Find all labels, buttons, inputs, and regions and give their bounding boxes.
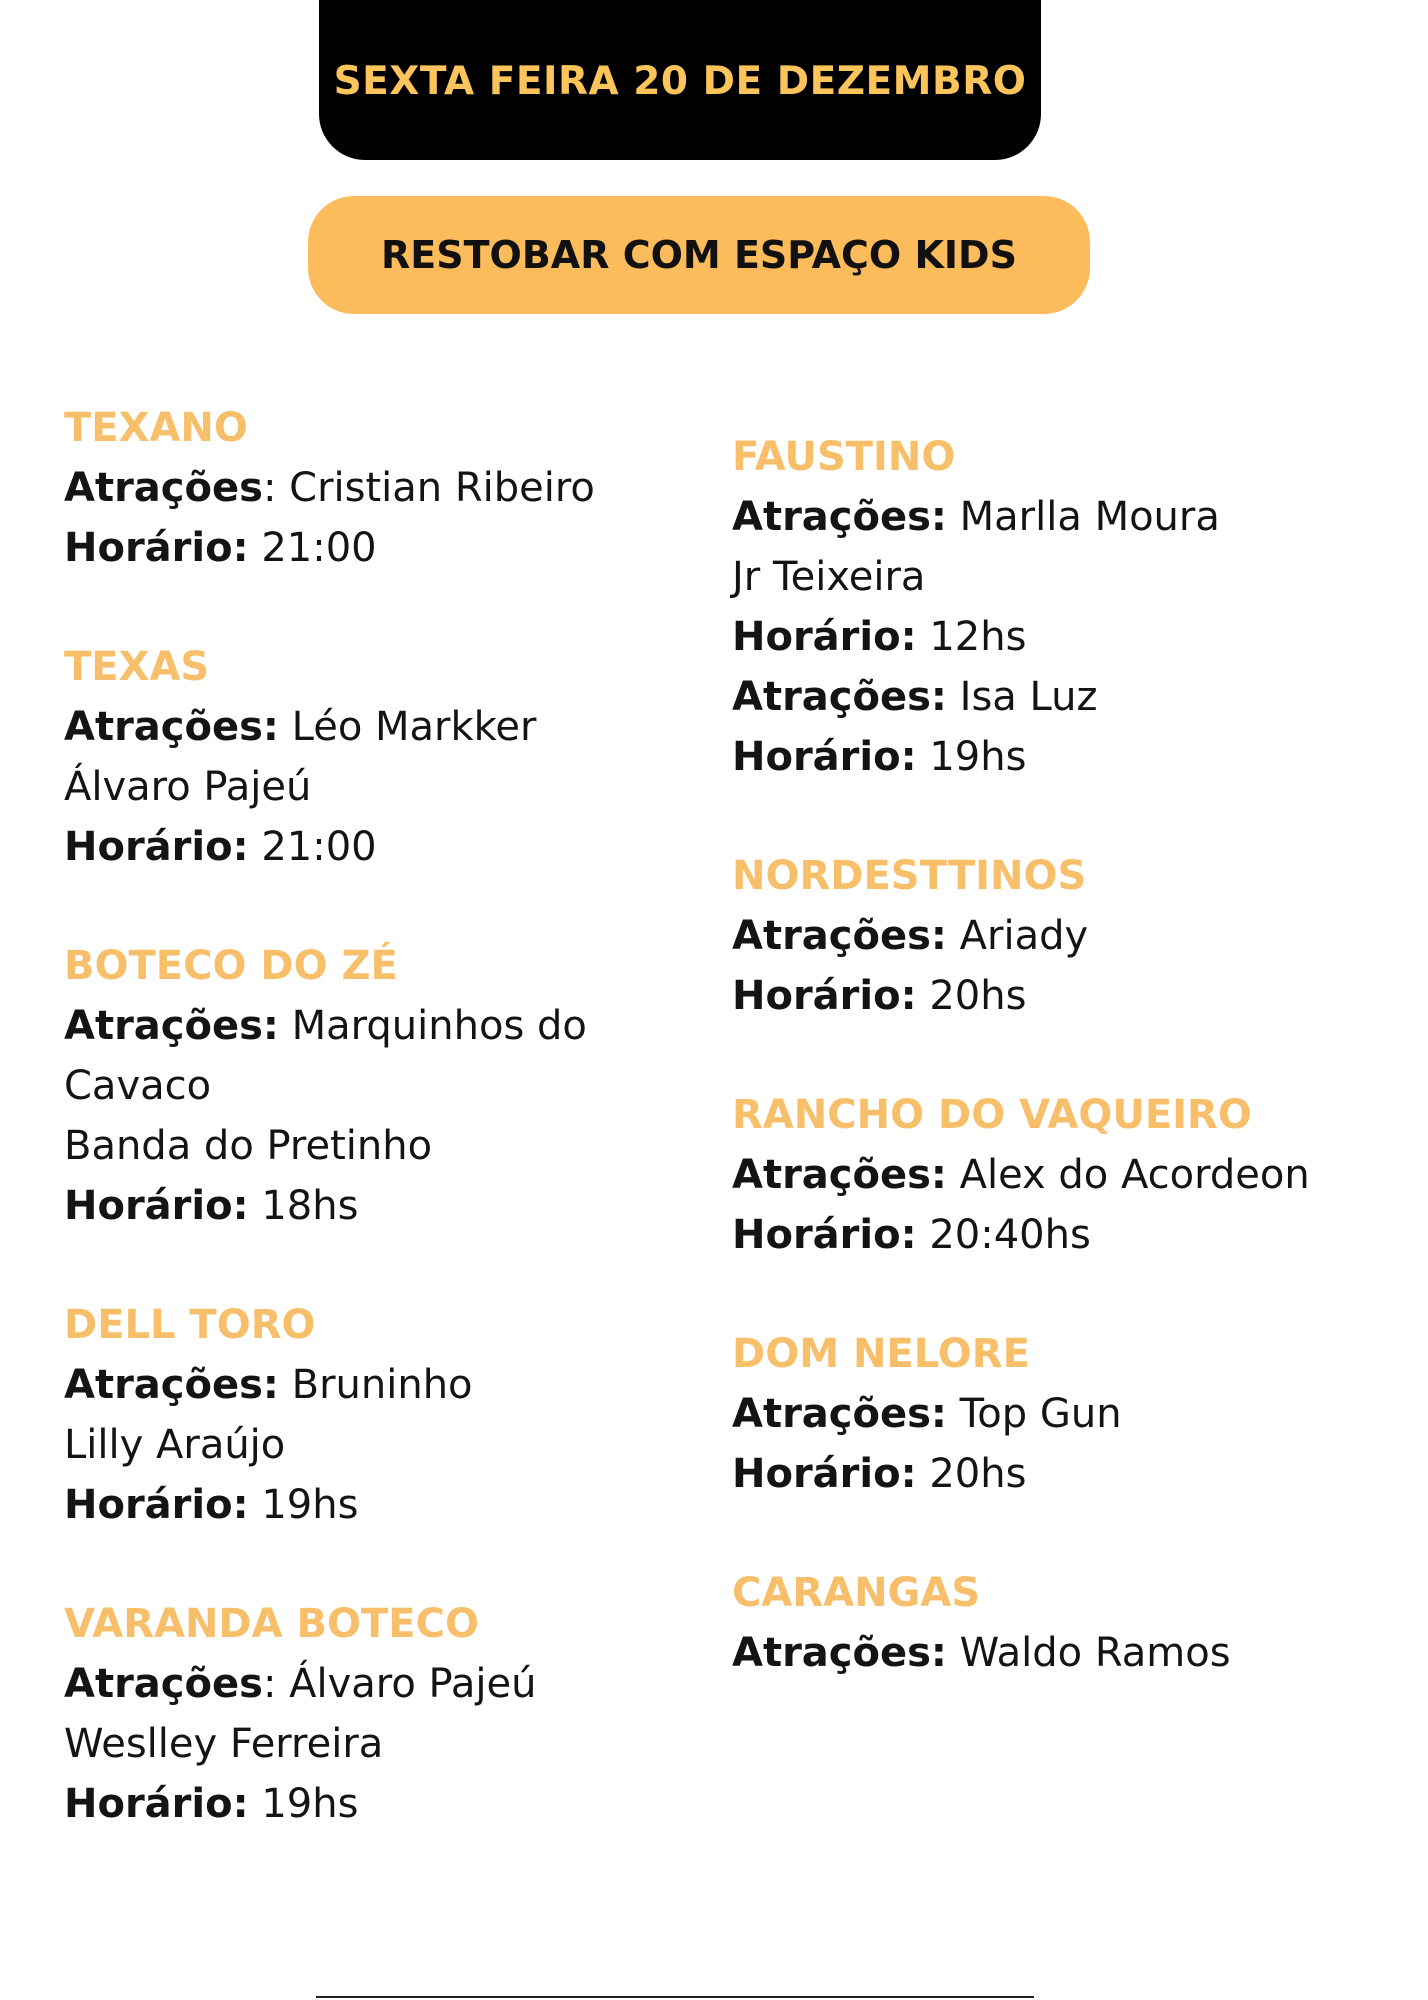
line-value: Top Gun <box>959 1391 1122 1437</box>
line-label: Horário: <box>64 525 249 571</box>
venue-dom-nelore <box>732 1325 1412 1504</box>
line-value: 12hs <box>929 614 1027 660</box>
attractions-line <box>732 1384 1412 1444</box>
attractions-continuation <box>64 757 744 817</box>
line-value: 20:40hs <box>929 1212 1091 1258</box>
schedule-line <box>64 1774 744 1834</box>
schedule-line <box>732 607 1412 667</box>
line-label: Horário: <box>732 973 917 1019</box>
line-separator <box>947 674 960 720</box>
attractions-line <box>732 1623 1412 1683</box>
schedule-line <box>64 518 744 578</box>
attractions-continuation <box>64 1116 744 1176</box>
line-separator <box>279 704 292 750</box>
venue-name: TEXAS <box>64 644 210 690</box>
venue-rancho-do-vaqueiro <box>732 1086 1412 1265</box>
line-label: Horário: <box>64 1183 249 1229</box>
attractions-line <box>64 697 744 757</box>
line-separator <box>249 824 262 870</box>
venue-carangas <box>732 1564 1412 1683</box>
schedule-line <box>732 727 1412 787</box>
line-value: 19hs <box>261 1482 359 1528</box>
line-value: 18hs <box>261 1183 359 1229</box>
line-separator <box>917 614 930 660</box>
venue-name: FAUSTINO <box>732 434 956 480</box>
attractions-line <box>732 487 1412 547</box>
line-value: Léo Markker <box>291 704 537 750</box>
line-label: Horário: <box>732 734 917 780</box>
line-value: Banda do Pretinho <box>64 1123 433 1169</box>
line-label: Horário: <box>64 824 249 870</box>
schedule-line <box>64 1475 744 1535</box>
line-label: Horário: <box>64 1781 249 1827</box>
schedule-line <box>732 1205 1412 1265</box>
venue-name: BOTECO DO ZÉ <box>64 943 398 989</box>
attractions-continuation <box>64 1415 744 1475</box>
attractions-line <box>64 1654 744 1714</box>
line-value: Ariady <box>959 913 1089 959</box>
line-value: Jr Teixeira <box>732 554 926 600</box>
line-label: Horário: <box>64 1482 249 1528</box>
venue-name: TEXANO <box>64 405 248 451</box>
venue-nordesttinos <box>732 847 1412 1026</box>
line-value: Álvaro Pajeú <box>289 1661 537 1707</box>
line-value: 19hs <box>929 734 1027 780</box>
line-label: Atrações: <box>732 1391 947 1437</box>
bottom-divider <box>316 1996 1034 1998</box>
line-label: Atrações: <box>64 1003 279 1049</box>
attractions-line <box>732 667 1412 727</box>
line-value: Alex do Acordeon <box>959 1152 1310 1198</box>
venue-faustino <box>732 428 1412 787</box>
attractions-line <box>64 996 744 1056</box>
line-label: Atrações: <box>732 494 947 540</box>
date-banner <box>319 0 1041 160</box>
attractions-line <box>64 458 744 518</box>
line-value: 20hs <box>929 973 1027 1019</box>
attractions-continuation <box>732 547 1412 607</box>
line-separator <box>249 525 262 571</box>
schedule-line <box>732 1444 1412 1504</box>
line-separator <box>947 1391 960 1437</box>
line-label: Atrações: <box>732 913 947 959</box>
line-separator: : <box>262 1661 290 1707</box>
right-venue-column <box>732 428 1412 1683</box>
left-venue-column <box>64 399 744 1834</box>
line-separator <box>947 1630 960 1676</box>
schedule-line <box>732 966 1412 1026</box>
venue-texas <box>64 638 744 877</box>
attractions-line <box>64 1355 744 1415</box>
venue-name: VARANDA BOTECO <box>64 1601 479 1647</box>
line-separator <box>947 494 960 540</box>
venue-name: DELL TORO <box>64 1302 316 1348</box>
line-value: Waldo Ramos <box>959 1630 1231 1676</box>
schedule-line <box>64 1176 744 1236</box>
line-value: 20hs <box>929 1451 1027 1497</box>
line-separator <box>947 1152 960 1198</box>
venue-varanda-boteco <box>64 1595 744 1834</box>
restobar-badge <box>308 196 1090 314</box>
line-separator <box>917 1212 930 1258</box>
line-label: Horário: <box>732 1451 917 1497</box>
attractions-line <box>732 906 1412 966</box>
line-value: Lilly Araújo <box>64 1422 286 1468</box>
attractions-line <box>732 1145 1412 1205</box>
line-label: Horário: <box>732 1212 917 1258</box>
line-value: Cristian Ribeiro <box>289 465 595 511</box>
line-separator <box>249 1781 262 1827</box>
schedule-line <box>64 817 744 877</box>
line-label: Atrações <box>64 1661 263 1707</box>
line-value: 19hs <box>261 1781 359 1827</box>
line-value: 21:00 <box>261 525 377 571</box>
line-separator <box>947 913 960 959</box>
line-label: Atrações: <box>64 704 279 750</box>
line-separator <box>249 1482 262 1528</box>
line-separator <box>279 1362 292 1408</box>
line-value: Isa Luz <box>959 674 1098 720</box>
line-label: Atrações: <box>64 1362 279 1408</box>
attractions-continuation <box>64 1056 744 1116</box>
line-label: Atrações: <box>732 1152 947 1198</box>
line-separator <box>917 973 930 1019</box>
line-value: Weslley Ferreira <box>64 1721 384 1767</box>
line-value: 21:00 <box>261 824 377 870</box>
line-separator <box>917 734 930 780</box>
venue-name: DOM NELORE <box>732 1331 1030 1377</box>
line-value: Bruninho <box>291 1362 473 1408</box>
line-label: Atrações: <box>732 674 947 720</box>
venue-dell-toro <box>64 1296 744 1535</box>
restobar-title: RESTOBAR COM ESPAÇO KIDS <box>381 233 1017 277</box>
venue-name: NORDESTTINOS <box>732 853 1087 899</box>
line-separator <box>279 1003 292 1049</box>
line-value: Cavaco <box>64 1063 212 1109</box>
date-title: SEXTA FEIRA 20 DE DEZEMBRO <box>333 59 1027 104</box>
line-label: Atrações <box>64 465 263 511</box>
line-separator <box>917 1451 930 1497</box>
line-value: Marquinhos do <box>291 1003 587 1049</box>
line-value: Álvaro Pajeú <box>64 764 312 810</box>
venue-boteco-do-ze <box>64 937 744 1236</box>
line-value: Marlla Moura <box>959 494 1220 540</box>
attractions-continuation <box>64 1714 744 1774</box>
line-label: Horário: <box>732 614 917 660</box>
line-separator: : <box>262 465 290 511</box>
venue-name: RANCHO DO VAQUEIRO <box>732 1092 1252 1138</box>
line-label: Atrações: <box>732 1630 947 1676</box>
venue-texano <box>64 399 744 578</box>
line-separator <box>249 1183 262 1229</box>
venue-name: CARANGAS <box>732 1570 981 1616</box>
